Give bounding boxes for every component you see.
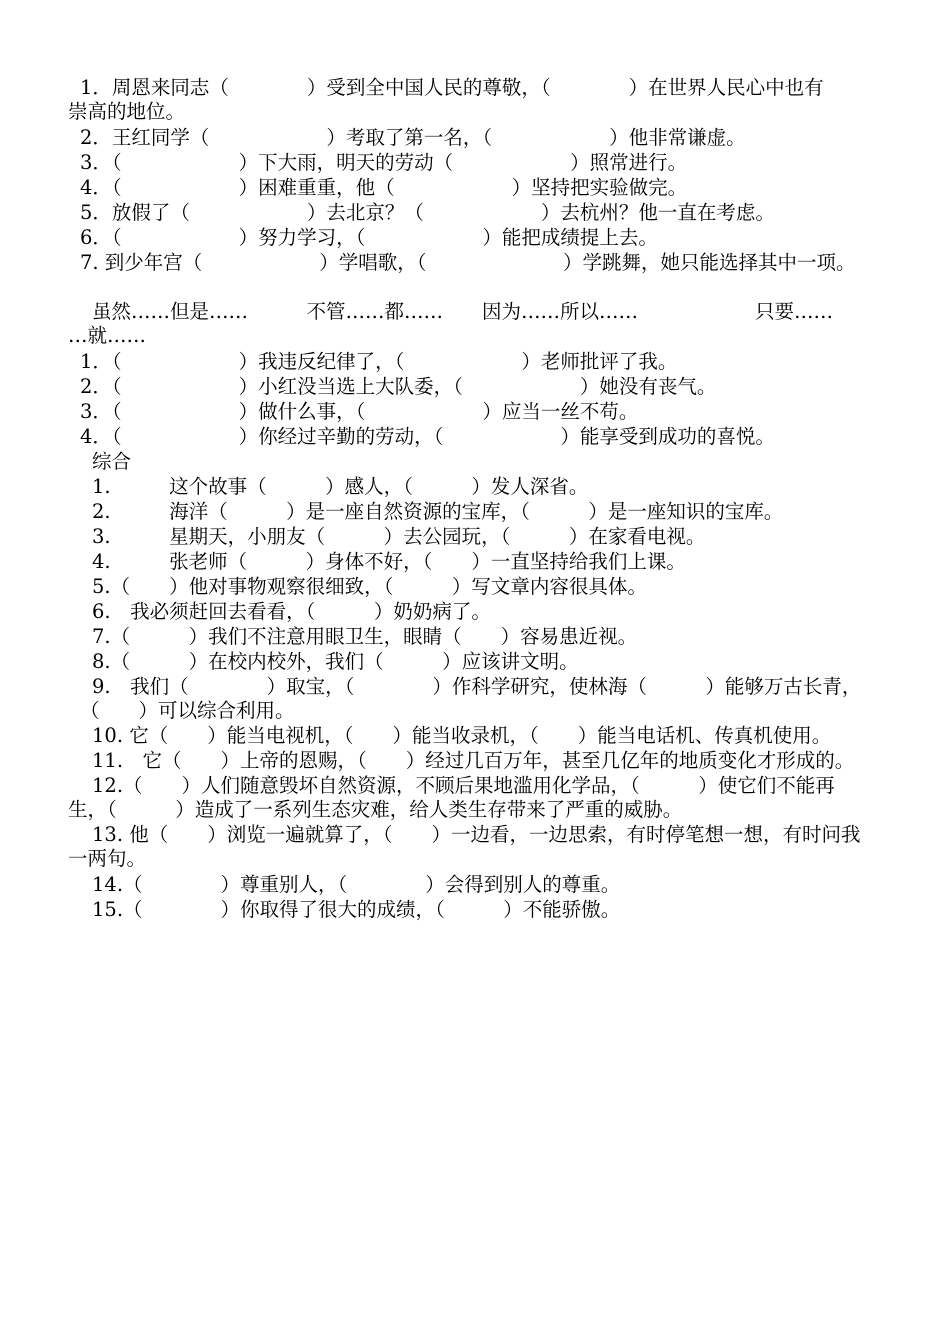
s3-line-12: 12.（ ）人们随意毁坏自然资源，不顾后果地滥用化学品，（ ）使它们不能再 xyxy=(92,774,835,797)
s2-connectors-line-2: …就…… xyxy=(68,324,147,347)
s3-line-9-cont: （ ）可以综合利用。 xyxy=(80,699,295,722)
s2-connectors-line-1: 虽然……但是…… 不管……都…… 因为……所以…… 只要…… xyxy=(92,300,834,323)
s3-line-13-cont: 一两句。 xyxy=(68,847,147,870)
s1-line-5: 5．放假了（ ）去北京？（ ）去杭州？他一直在考虑。 xyxy=(80,201,775,224)
s1-line-4: 4．（ ）困难重重，他（ ）坚持把实验做完。 xyxy=(80,176,688,199)
s3-title: 综合 xyxy=(92,450,132,473)
s3-line-4: 4. 张老师（ ）身体不好，（ ）一直坚持给我们上课。 xyxy=(92,550,686,573)
s1-line-1-cont: 崇高的地位。 xyxy=(68,100,186,123)
s1-line-6: 6．（ ）努力学习，（ ）能把成绩提上去。 xyxy=(80,226,658,249)
s3-line-10: 10. 它（ ）能当电视机，（ ）能当收录机，（ ）能当电话机、传真机使用。 xyxy=(92,724,832,747)
s1-line-7: 7. 到少年宫（ ）学唱歌，（ ）学跳舞，她只能选择其中一项。 xyxy=(80,251,856,274)
s3-line-13: 13. 他（ ）浏览一遍就算了，（ ）一边看，一边思索，有时停笔想一想，有时问我 xyxy=(92,823,861,846)
s3-line-1: 1. 这个故事（ ）感人，（ ）发人深省。 xyxy=(92,475,589,498)
s2-line-4: 4．（ ）你经过辛勤的劳动，（ ）能享受到成功的喜悦。 xyxy=(80,425,775,448)
s3-line-8: 8.（ ）在校内校外，我们（ ）应该讲文明。 xyxy=(92,650,579,673)
s3-line-3: 3. 星期天，小朋友（ ）去公园玩，（ ）在家看电视。 xyxy=(92,525,706,548)
s3-line-2: 2. 海洋（ ）是一座自然资源的宝库，（ ）是一座知识的宝库。 xyxy=(92,500,784,523)
s3-line-6: 6. 我必须赶回去看看，（ ）奶奶病了。 xyxy=(92,600,491,623)
s3-line-11: 11. 它（ ）上帝的恩赐，（ ）经过几百万年，甚至几亿年的地质变化才形成的。 xyxy=(92,749,855,772)
s2-line-1: 1．（ ）我违反纪律了，（ ）老师批评了我。 xyxy=(80,350,678,373)
s2-line-2: 2．（ ）小红没当选上大队委，（ ）她没有丧气。 xyxy=(80,375,717,398)
s3-line-5: 5.（ ）他对事物观察很细致，（ ）写文章内容很具体。 xyxy=(92,575,647,598)
s3-line-7: 7.（ ）我们不注意用眼卫生，眼睛（ ）容易患近视。 xyxy=(92,625,638,648)
s1-line-3: 3．（ ）下大雨，明天的劳动（ ）照常进行。 xyxy=(80,151,688,174)
s3-line-15: 15.（ ）你取得了很大的成绩，（ ）不能骄傲。 xyxy=(92,898,621,921)
s2-line-3: 3．（ ）做什么事，（ ）应当一丝不苟。 xyxy=(80,400,639,423)
s3-line-9: 9. 我们（ ）取宝，（ ）作科学研究，使林海（ ）能够万古长青， xyxy=(92,675,862,698)
s3-line-12-cont: 生，（ ）造成了一系列生态灾难，给人类生存带来了严重的威胁。 xyxy=(68,798,683,821)
s1-line-2: 2．王红同学（ ）考取了第一名，（ ）他非常谦虚。 xyxy=(80,126,746,149)
s1-line-1: 1．周恩来同志（ ）受到全中国人民的尊敬，（ ）在世界人民心中也有 xyxy=(80,76,824,99)
s3-line-14: 14.（ ）尊重别人，（ ）会得到别人的尊重。 xyxy=(92,873,621,896)
